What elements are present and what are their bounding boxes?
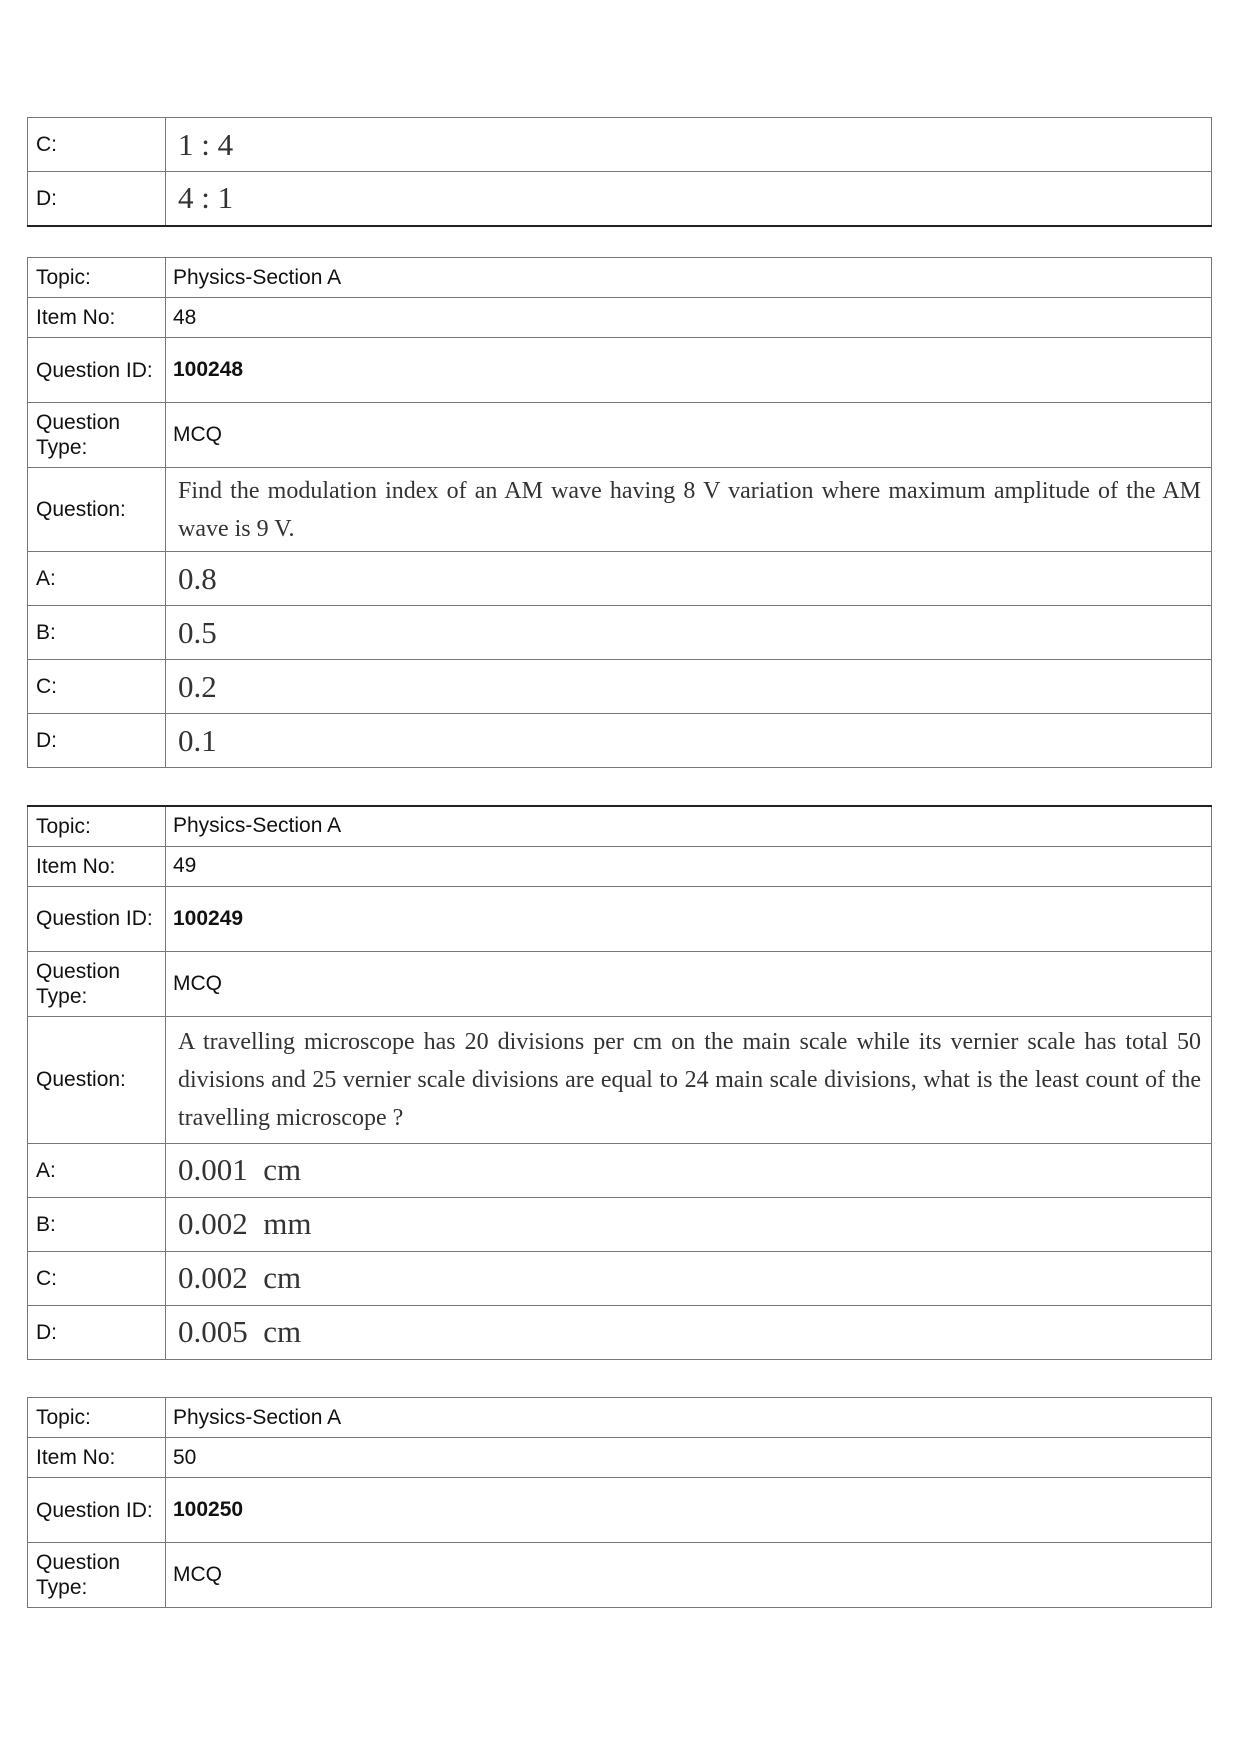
option-value — [166, 172, 1212, 226]
option-value — [166, 118, 1212, 172]
question-id-value: 100249 — [166, 886, 1212, 951]
item-no-row — [28, 298, 1212, 338]
option-row-c — [28, 118, 1212, 172]
question-type-row — [28, 1543, 1212, 1608]
option-text: 0.005 cm — [178, 1314, 302, 1349]
option-row-d — [28, 714, 1212, 768]
option-row-c — [28, 1251, 1212, 1305]
item-no-row — [28, 846, 1212, 886]
item-no-value: 49 — [166, 846, 1212, 886]
question-block-49 — [27, 805, 1212, 1360]
question-cell — [166, 468, 1212, 552]
question-type-value: MCQ — [166, 1543, 1212, 1608]
option-row-c — [28, 660, 1212, 714]
option-label: D: — [28, 1305, 166, 1359]
topic-value: Physics-Section A — [166, 1398, 1212, 1438]
field-label: Item No: — [28, 1438, 166, 1478]
field-label: Question ID: — [28, 886, 166, 951]
topic-value: Physics-Section A — [166, 806, 1212, 846]
field-label: Topic: — [28, 258, 166, 298]
question-id-row — [28, 1478, 1212, 1543]
question-cell — [166, 1016, 1212, 1143]
field-label: Topic: — [28, 1398, 166, 1438]
field-label: Item No: — [28, 846, 166, 886]
question-type-value: MCQ — [166, 403, 1212, 468]
option-label: C: — [28, 1251, 166, 1305]
field-label: Topic: — [28, 806, 166, 846]
option-text: 0.5 — [178, 614, 217, 650]
option-text: 4 : 1 — [178, 180, 234, 216]
item-no-row — [28, 1438, 1212, 1478]
option-value — [166, 606, 1212, 660]
question-block-50 — [27, 1397, 1212, 1608]
field-label: Question: — [28, 468, 166, 552]
question-row — [28, 468, 1212, 552]
option-value — [166, 1143, 1212, 1197]
field-label: Question ID: — [28, 338, 166, 403]
option-value — [166, 660, 1212, 714]
option-text: 0.2 — [178, 668, 217, 704]
question-type-value: MCQ — [166, 951, 1212, 1016]
question-id-value: 100250 — [166, 1478, 1212, 1543]
topic-row — [28, 258, 1212, 298]
option-label: D: — [28, 714, 166, 768]
option-row-b — [28, 1197, 1212, 1251]
field-label: Question ID: — [28, 1478, 166, 1543]
field-label: Question Type: — [28, 951, 166, 1016]
option-label: D: — [28, 172, 166, 226]
item-no-value: 50 — [166, 1438, 1212, 1478]
question-text: A travelling microscope has 20 divisions per cm on the main scale while its vernier scale has total 50 divisions and 25 vernier scale divisions are equal to 24 main scale divisions, what is the least count of the travelling microscope ? — [178, 1028, 1201, 1131]
option-row-d — [28, 1305, 1212, 1359]
option-label: A: — [28, 552, 166, 606]
option-text: 0.1 — [178, 722, 217, 758]
option-row-b — [28, 606, 1212, 660]
option-label: B: — [28, 1197, 166, 1251]
option-value — [166, 552, 1212, 606]
option-value — [166, 714, 1212, 768]
question-id-value: 100248 — [166, 338, 1212, 403]
field-label: Item No: — [28, 298, 166, 338]
question-id-row — [28, 338, 1212, 403]
question-type-row — [28, 951, 1212, 1016]
option-label: B: — [28, 606, 166, 660]
question-text: Find the modulation index of an AM wave having 8 V variation where maximum amplitude of the AM wave is 9 V. — [178, 477, 1201, 542]
item-no-value: 48 — [166, 298, 1212, 338]
option-value — [166, 1251, 1212, 1305]
question-block-47-tail — [27, 117, 1212, 227]
topic-row — [28, 806, 1212, 846]
option-value — [166, 1197, 1212, 1251]
option-text: 0.002 mm — [178, 1206, 312, 1241]
option-text: 0.001 cm — [178, 1152, 302, 1187]
option-text: 1 : 4 — [178, 126, 234, 162]
option-row-d — [28, 172, 1212, 226]
option-label: C: — [28, 660, 166, 714]
field-label: Question Type: — [28, 403, 166, 468]
question-type-row — [28, 403, 1212, 468]
field-label: Question Type: — [28, 1543, 166, 1608]
question-id-row — [28, 886, 1212, 951]
option-label: A: — [28, 1143, 166, 1197]
option-text: 0.002 cm — [178, 1260, 302, 1295]
option-text: 0.8 — [178, 560, 217, 596]
option-label: C: — [28, 118, 166, 172]
question-row — [28, 1016, 1212, 1143]
option-row-a — [28, 552, 1212, 606]
option-value — [166, 1305, 1212, 1359]
question-block-48 — [27, 257, 1212, 768]
option-row-a — [28, 1143, 1212, 1197]
field-label: Question: — [28, 1016, 166, 1143]
topic-value: Physics-Section A — [166, 258, 1212, 298]
topic-row — [28, 1398, 1212, 1438]
